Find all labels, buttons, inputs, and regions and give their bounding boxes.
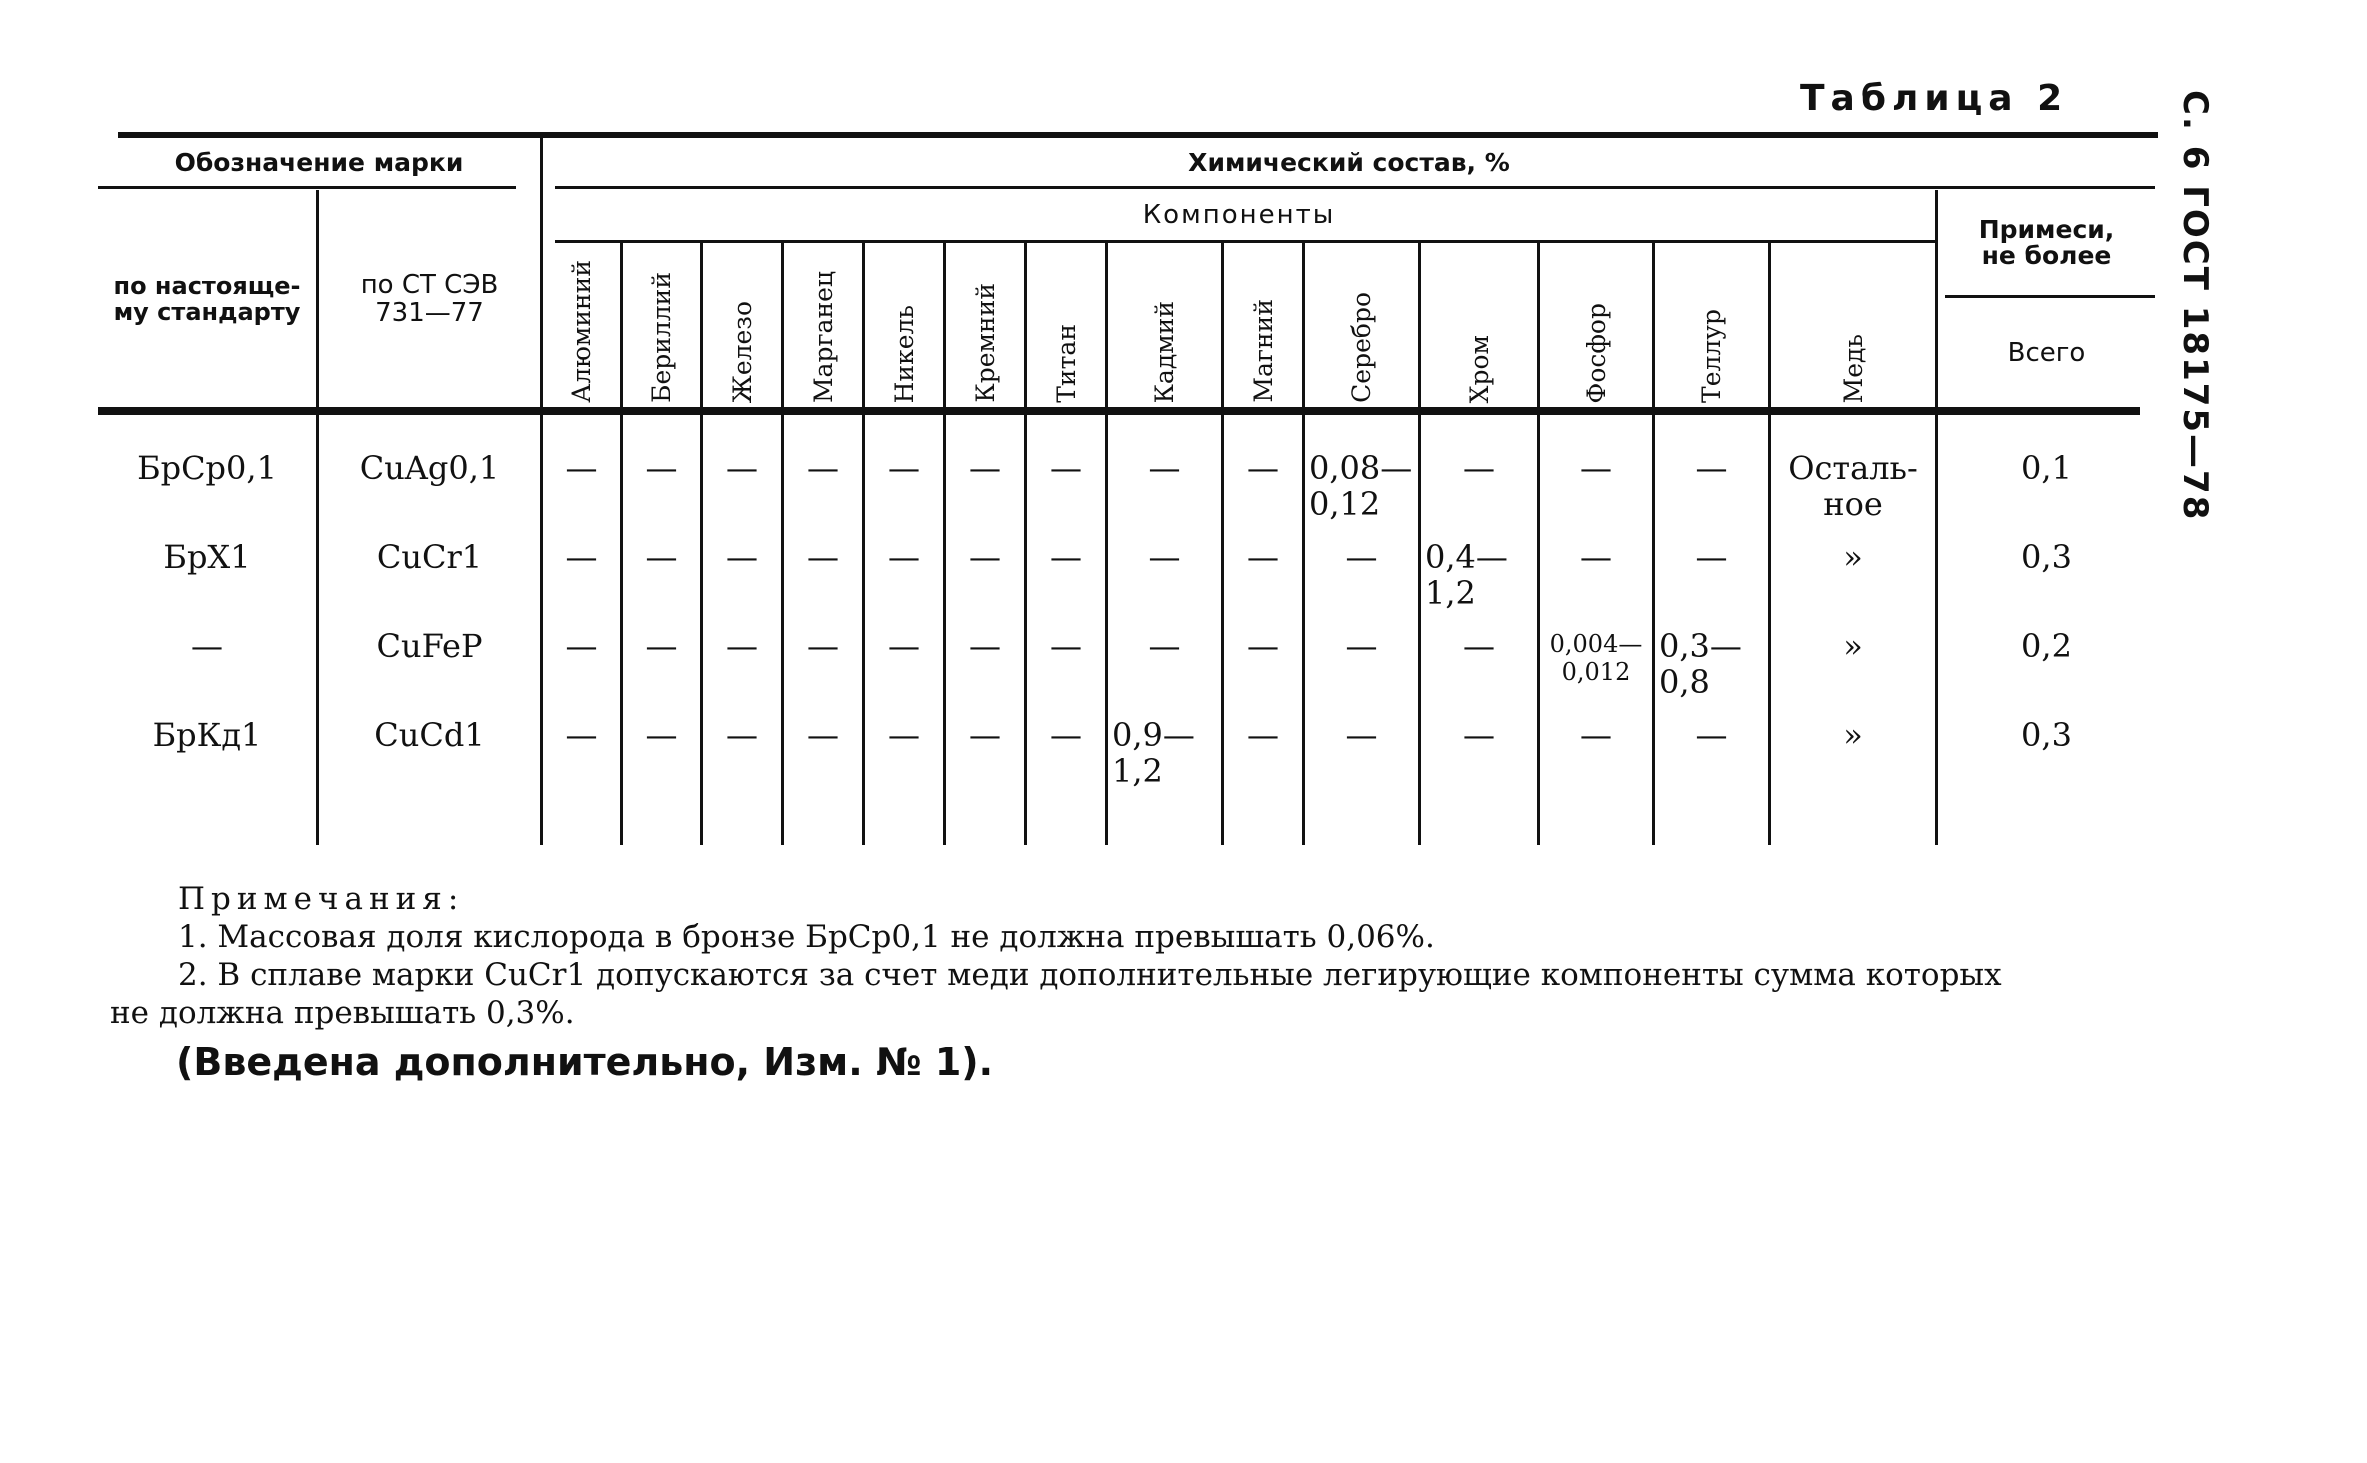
notes-block: [110, 880, 2140, 1032]
table-cell: —: [1695, 449, 1728, 487]
table-cell: —: [1050, 449, 1082, 487]
table-cell: —: [565, 716, 598, 754]
composition-group-header: Химический состав, %: [1188, 147, 1510, 177]
table-cell: —: [888, 716, 920, 754]
table-cell: —: [1247, 449, 1279, 487]
table-cell: —: [565, 627, 598, 665]
table-cell: —: [969, 716, 1001, 754]
table-cell-sev: CuAg0,1: [359, 449, 500, 487]
table-label: Таблица 2: [1800, 78, 2069, 119]
table-cell: —: [1050, 627, 1082, 665]
table-cell: Осталь- ное: [1788, 449, 1918, 523]
note-1: 1. Массовая доля кислорода в бронзе БрСр0,1 не должна превышать 0,06%.: [178, 919, 1435, 955]
table-cell: —: [1050, 716, 1082, 754]
running-head: С. 6 ГОСТ 18175—78: [2175, 90, 2215, 522]
table-cell: —: [645, 627, 678, 665]
impurities-group-header: Примеси, не более: [1978, 214, 2115, 270]
table-cell: —: [1247, 627, 1279, 665]
table-cell: —: [1463, 716, 1495, 754]
table-cell: —: [1345, 538, 1378, 576]
table-cell: —: [726, 627, 758, 665]
table-cell-total: 0,1: [2021, 449, 2072, 487]
table-cell: —: [565, 449, 598, 487]
table-cell: »: [1843, 627, 1863, 665]
component-header: Фосфор: [1581, 302, 1611, 403]
table-cell: —: [1695, 538, 1728, 576]
table-cell: —: [1050, 538, 1082, 576]
table-cell: —: [645, 538, 678, 576]
table-cell: —: [726, 538, 758, 576]
component-header: Магний: [1248, 299, 1278, 403]
impurities-total-header: Всего: [2007, 337, 2086, 368]
table-cell: —: [1148, 538, 1181, 576]
table-cell: —: [565, 538, 598, 576]
table-cell: 0,9— 1,2: [1112, 716, 1195, 790]
table-cell: —: [1148, 627, 1181, 665]
table-cell: —: [1463, 449, 1495, 487]
table-cell: —: [807, 716, 839, 754]
table-cell: —: [1247, 716, 1279, 754]
table-cell: —: [726, 716, 758, 754]
table-cell-total: 0,3: [2021, 538, 2072, 576]
table-cell: —: [645, 449, 678, 487]
table-cell: —: [1580, 716, 1612, 754]
component-header: Медь: [1838, 333, 1868, 403]
table-cell: —: [969, 538, 1001, 576]
table-cell: —: [888, 627, 920, 665]
table-cell: —: [888, 538, 920, 576]
component-header: Кадмий: [1150, 300, 1179, 403]
table-cell: —: [1345, 716, 1378, 754]
table-cell-grade: БрСр0,1: [137, 449, 277, 487]
component-header: Железо: [727, 300, 757, 403]
components-group-header: Компоненты: [1142, 200, 1336, 230]
table-cell-grade: БрХ1: [163, 538, 251, 576]
table-cell: —: [1148, 449, 1181, 487]
table-cell: —: [969, 449, 1001, 487]
component-header: Серебро: [1347, 292, 1376, 403]
table-cell-sev: CuCd1: [374, 716, 485, 754]
table-cell: —: [1345, 627, 1378, 665]
note-2-continuation: не должна превышать 0,3%.: [110, 995, 575, 1031]
table-cell: —: [726, 449, 758, 487]
table-cell: —: [807, 538, 839, 576]
table-cell: —: [645, 716, 678, 754]
table-cell: —: [1463, 627, 1495, 665]
table-cell: 0,004— 0,012: [1549, 630, 1643, 686]
component-header: Хром: [1464, 334, 1494, 403]
component-header: Титан: [1051, 324, 1081, 403]
component-header: Марганец: [808, 270, 838, 403]
component-header: Алюминий: [567, 260, 596, 403]
table-cell: —: [1695, 716, 1728, 754]
table-cell: 0,3— 0,8: [1659, 627, 1742, 701]
table-cell-total: 0,3: [2021, 716, 2072, 754]
composition-group-rule: [555, 186, 2155, 189]
grade-col-sev: по СТ СЭВ 731—77: [360, 269, 499, 328]
grade-group-rule: [98, 186, 516, 189]
component-header: Кремний: [970, 283, 1000, 403]
table-cell-grade: —: [191, 627, 223, 665]
component-header: Теллур: [1697, 309, 1726, 403]
table-cell: —: [888, 449, 920, 487]
grade-group-header: Обозначение марки: [174, 147, 464, 177]
grade-col-current-standard: по настояще- му стандарту: [113, 271, 301, 326]
header-bottom-rule: [98, 407, 2140, 415]
table-cell: »: [1843, 716, 1863, 754]
table-cell: »: [1843, 538, 1863, 576]
table-cell: —: [1247, 538, 1279, 576]
component-header: Никель: [889, 304, 919, 403]
table-cell: —: [807, 627, 839, 665]
table-cell: —: [1580, 538, 1612, 576]
table-cell-grade: БрКд1: [152, 716, 262, 754]
notes-title: Примечания:: [178, 881, 465, 917]
note-2: 2. В сплаве марки CuCr1 допускаются за счет меди дополнительные легирующие компоненты сумма которых: [178, 957, 2002, 993]
table-cell: —: [807, 449, 839, 487]
table-cell-sev: CuCr1: [376, 538, 483, 576]
table-cell: 0,4— 1,2: [1425, 538, 1508, 612]
table-cell-total: 0,2: [2021, 627, 2072, 665]
table-cell: —: [969, 627, 1001, 665]
amendment-note: (Введена дополнительно, Изм. № 1).: [176, 1040, 994, 1084]
table-cell: 0,08— 0,12: [1309, 449, 1413, 523]
table-cell-sev: CuFeP: [376, 627, 483, 665]
table-cell: —: [1580, 449, 1612, 487]
component-header: Бериллий: [647, 272, 676, 403]
